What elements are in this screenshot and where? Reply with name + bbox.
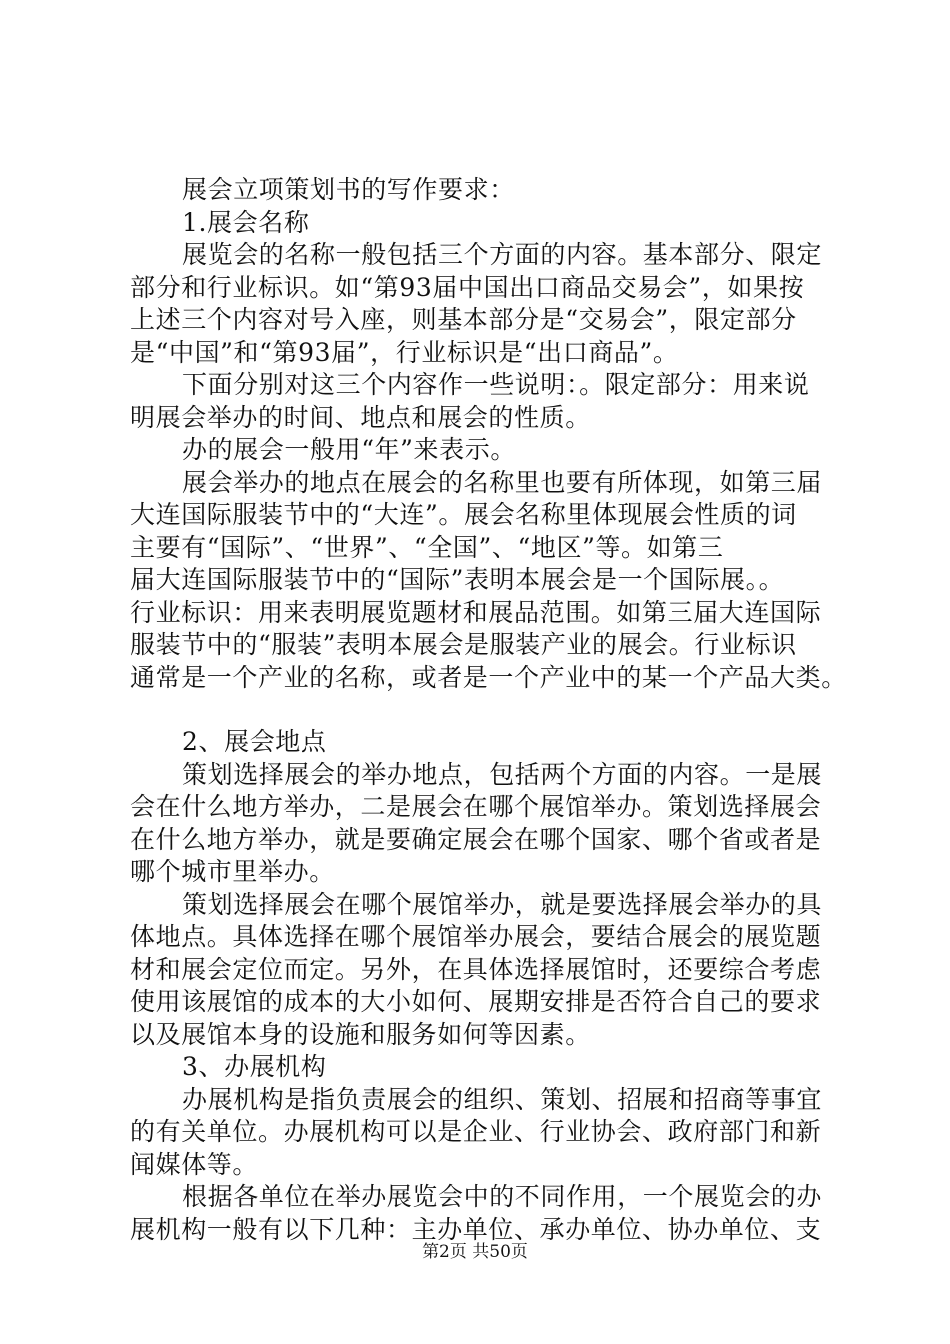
paragraph-line: 体地点。具体选择在哪个展馆举办展会，要结合展会的展览题 <box>130 922 822 951</box>
paragraph-line: 策划选择展会的举办地点，包括两个方面的内容。一是展 <box>182 759 823 789</box>
paragraph-line: 展机构一般有以下几种：主办单位、承办单位、协办单位、支 <box>130 1214 822 1244</box>
document-body <box>130 174 847 1246</box>
paragraph-line: 上述三个内容对号入座，则基本部分是“交易会”，限定部分 <box>130 305 797 334</box>
paragraph-line: 服装节中的“服装”表明本展会是服装产业的展会。行业标识 <box>130 630 797 659</box>
paragraph-line: 大连国际服装节中的“大连”。展会名称里体现展会性质的词 <box>130 500 797 529</box>
paragraph-line: 在什么地方举办，就是要确定展会在哪个国家、哪个省或者是 <box>130 824 822 854</box>
paragraph-line: 策划选择展会在哪个展馆举办，就是要选择展会举办的具 <box>182 889 823 919</box>
section-heading: 2、展会地点 <box>182 727 327 756</box>
paragraph-line: 届大连国际服装节中的“国际”表明本展会是一个国际展。。 <box>130 565 785 594</box>
paragraph-line: 根据各单位在举办展览会中的不同作用，一个展览会的办 <box>182 1182 823 1211</box>
paragraph-line: 主要有“国际”、“世界”、“全国”、“地区”等。如第三 <box>130 532 724 562</box>
paragraph-line: 是“中国”和“第93届”，行业标识是“出口商品”。 <box>130 337 679 367</box>
section-heading: 1.展会名称 <box>182 207 310 237</box>
paragraph-line: 办展机构是指负责展会的组织、策划、招展和招商等事宜 <box>182 1084 823 1114</box>
paragraph-line: 闻媒体等。 <box>130 1149 259 1179</box>
paragraph-line: 办的展会一般用“年”来表示。 <box>182 435 516 464</box>
paragraph-line: 行业标识：用来表明展览题材和展品范围。如第三届大连国际 <box>130 597 822 627</box>
paragraph-line: 哪个城市里举办。 <box>130 857 335 886</box>
paragraph-line: 展会举办的地点在展会的名称里也要有所体现，如第三届 <box>182 467 823 497</box>
paragraph-line: 通常是一个产业的名称，或者是一个产业中的某一个产品大类。 <box>130 662 847 692</box>
paragraph-line: 使用该展馆的成本的大小如何、展期安排是否符合自己的要求 <box>130 987 822 1016</box>
paragraph-line: 以及展馆本身的设施和服务如何等因素。 <box>130 1019 591 1049</box>
paragraph-line: 会在什么地方举办，二是展会在哪个展馆举办。策划选择展会 <box>130 792 822 821</box>
section-heading: 展会立项策划书的写作要求： <box>182 175 515 204</box>
page-number: 第2页 共50页 <box>422 1242 528 1262</box>
paragraph-line: 部分和行业标识。如“第93届中国出口商品交易会”，如果按 <box>130 272 805 302</box>
paragraph-line: 下面分别对这三个内容作一些说明：。限定部分：用来说 <box>182 370 810 399</box>
paragraph-line: 材和展会定位而定。另外，在具体选择展馆时，还要综合考虑 <box>130 954 822 984</box>
paragraph-gap <box>130 694 830 726</box>
paragraph-line: 展览会的名称一般包括三个方面的内容。基本部分、限定 <box>182 240 823 269</box>
paragraph-line: 的有关单位。办展机构可以是企业、行业协会、政府部门和新 <box>130 1117 822 1146</box>
section-heading: 3、办展机构 <box>182 1052 327 1081</box>
paragraph-line: 明展会举办的时间、地点和展会的性质。 <box>130 402 591 432</box>
